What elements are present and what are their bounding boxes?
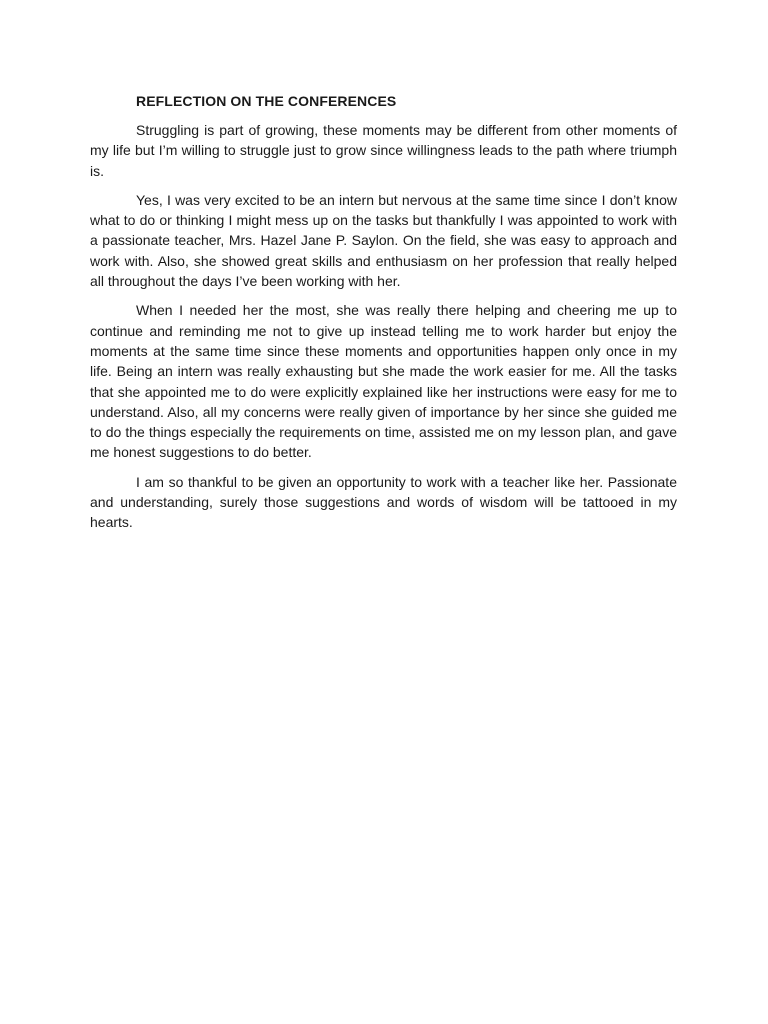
document-page bbox=[90, 93, 677, 542]
paragraph-3: When I needed her the most, she was really there helping and cheering me up to continue and reminding me not to give up instead telling me to work harder but enjoy the moments at the same time since these moments and opportunities happen only once in my life. Being an intern was really exhausting but she made the work easier for me. All the tasks that she appointed me to do were explicitly explained like her instructions were easy for me to understand. Also, all my concerns were really given of importance by her since she guided me to do the things especially the requirements on time, assisted me on my lesson plan, and gave me honest suggestions to do better. bbox=[90, 302, 677, 461]
document-title: REFLECTION ON THE CONFERENCES bbox=[136, 93, 397, 109]
paragraph-4: I am so thankful to be given an opportunity to work with a teacher like her. Passionate and understanding, surely those suggestions and words of wisdom will be tattooed in my hearts. bbox=[90, 473, 677, 531]
paragraph-1: Struggling is part of growing, these moments may be different from other moments of my life but I’m willing to struggle just to grow since willingness leads to the path where triumph is. bbox=[90, 122, 677, 179]
paragraph-2: Yes, I was very excited to be an intern but nervous at the same time since I don’t know what to do or thinking I might mess up on the tasks but thankfully I was appointed to work with a passionate teacher, Mrs. Hazel Jane P. Saylon. On the field, she was easy to approach and work with. Also, she showed great skills and enthusiasm on her profession that really helped all throughout the days I’ve been working with her. bbox=[90, 191, 677, 290]
